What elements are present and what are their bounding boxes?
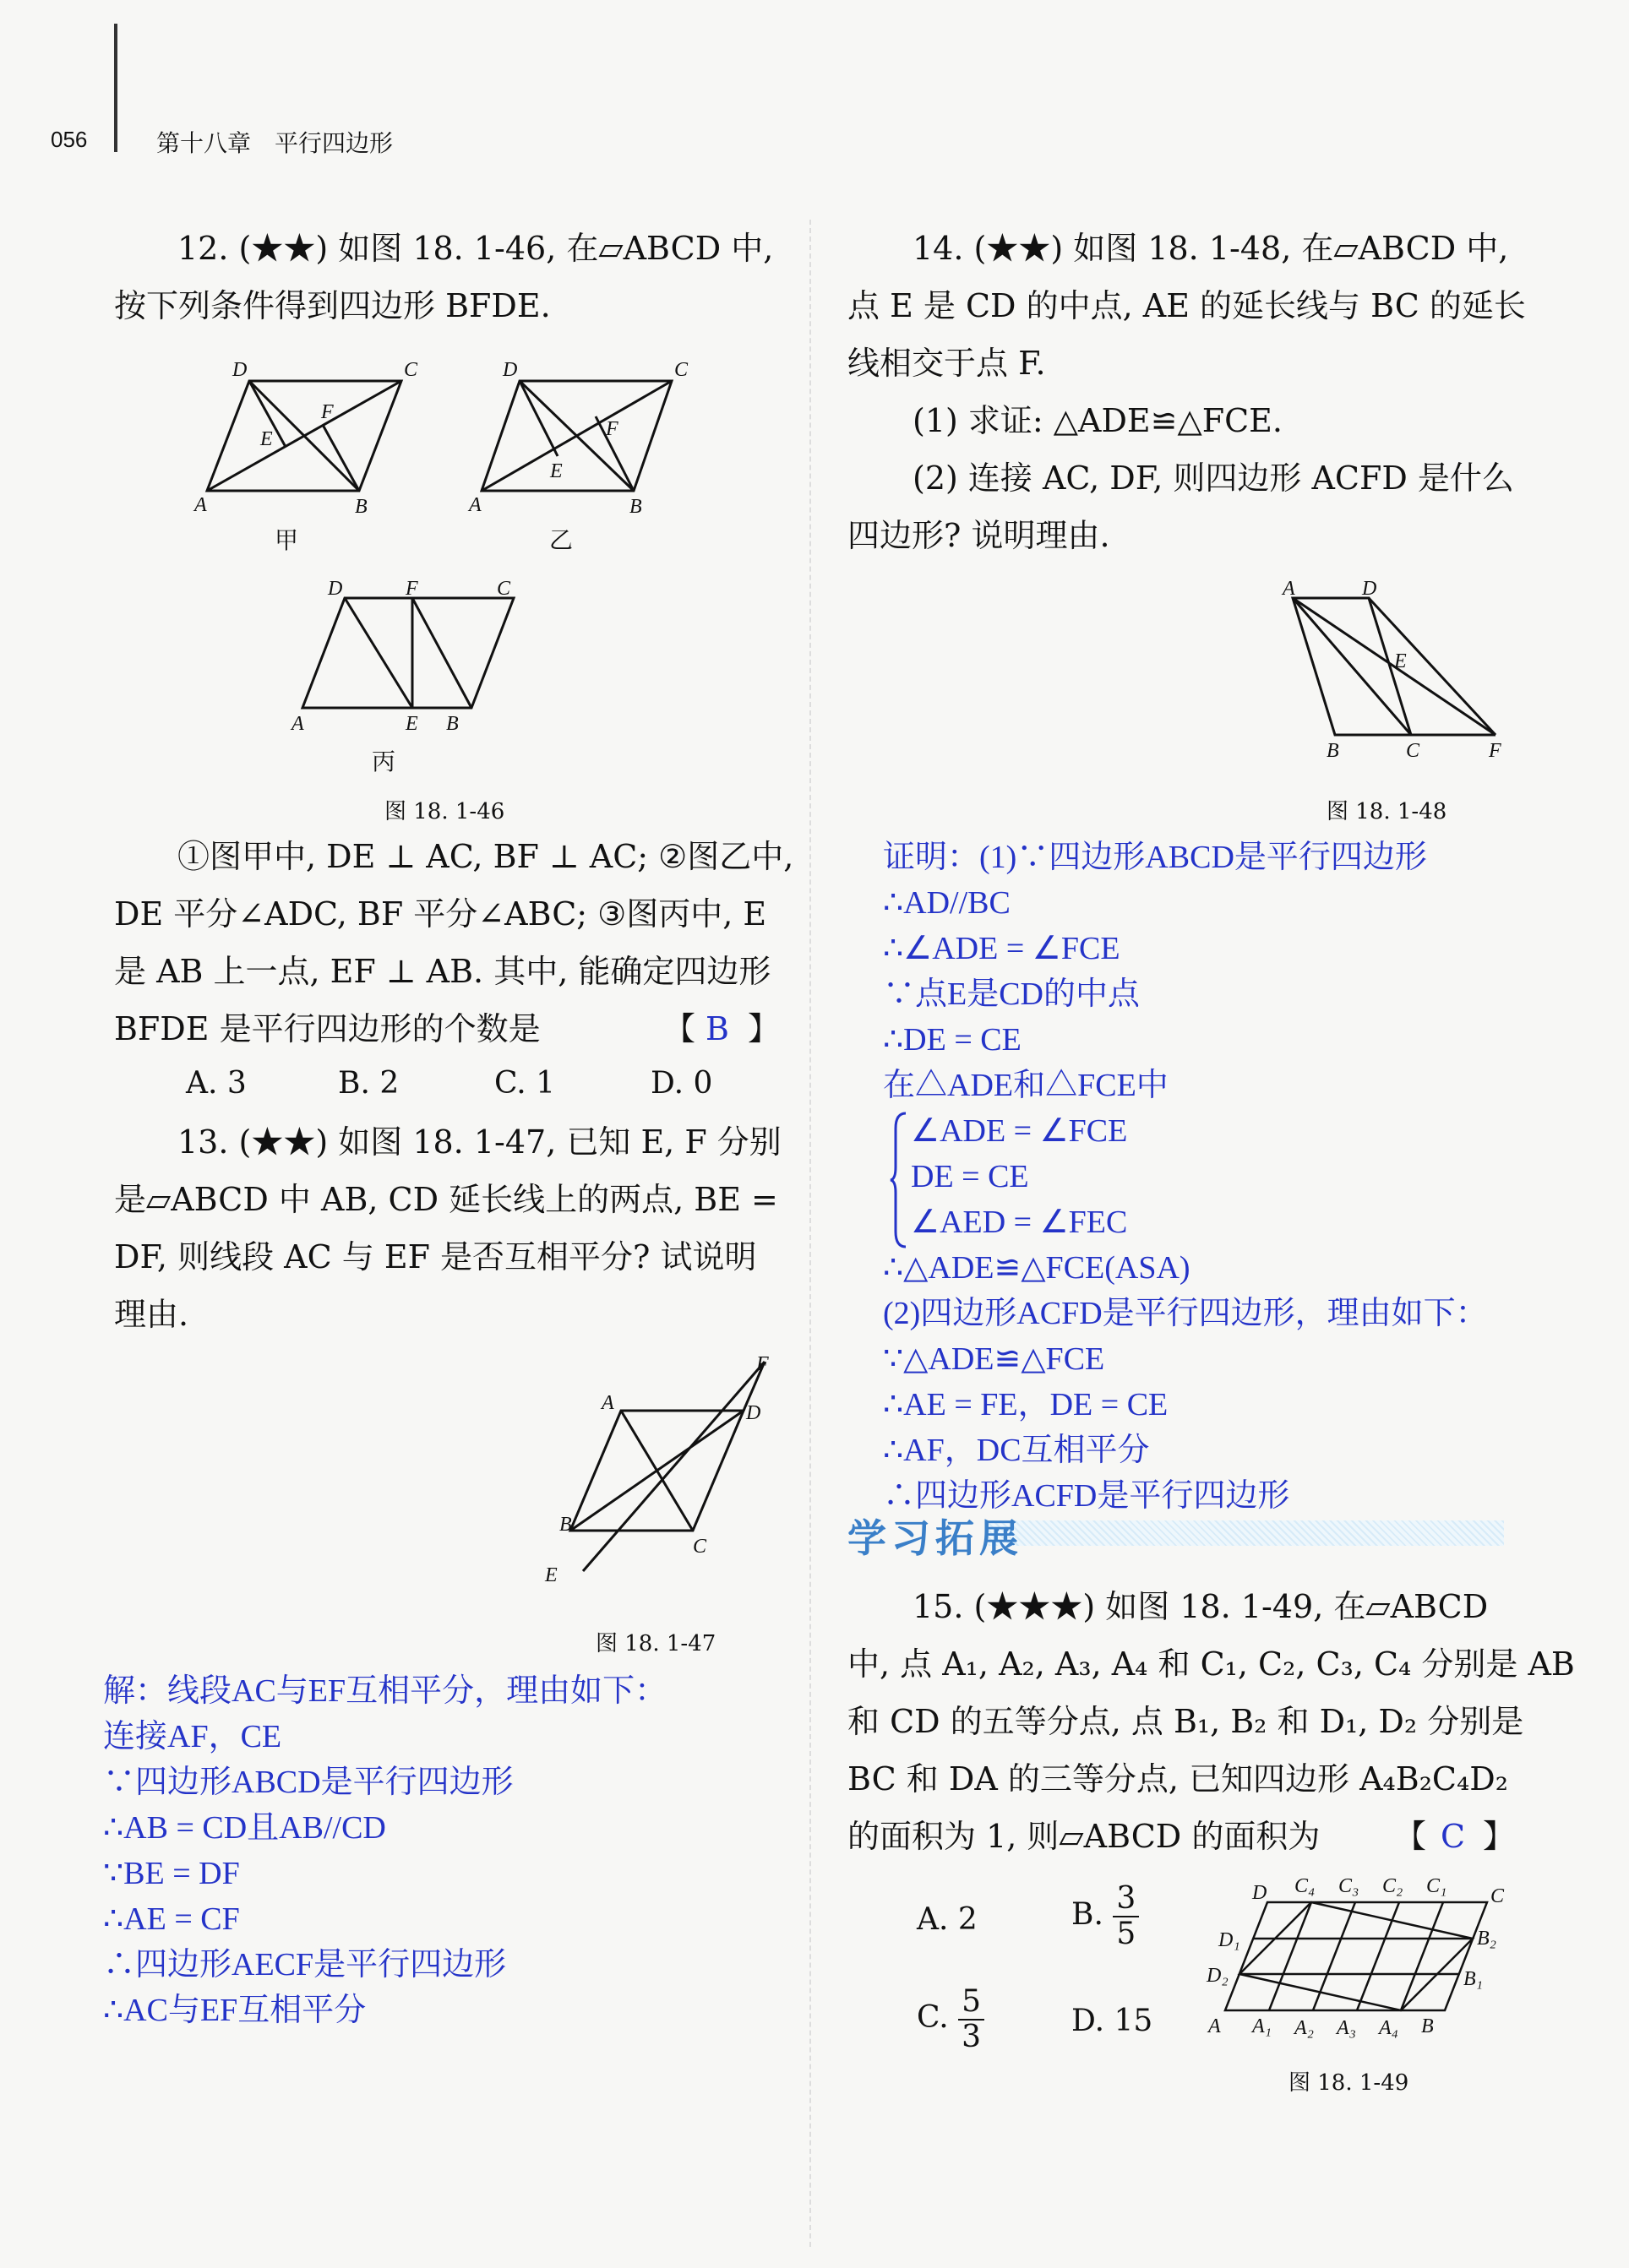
q14-proof-line10: ∴△ADE≌△FCE(ASA): [883, 1250, 1190, 1286]
label-D: D: [328, 578, 343, 600]
label-B: B: [559, 1514, 572, 1536]
label-C3: C₃: [1338, 1875, 1359, 1897]
q15-option-b-denominator: 5: [1116, 1917, 1136, 1951]
label-A3: A₃: [1337, 2017, 1357, 2039]
caption-bing: 丙: [372, 748, 396, 775]
q14-proof-line9: ∠AED = ∠FEC: [911, 1205, 1128, 1240]
label-C: C: [497, 578, 511, 600]
q14-proof-line15: ∴四边形ACFD是平行四边形: [883, 1478, 1290, 1514]
q15-bracket-left: 【: [1394, 1818, 1427, 1855]
figure-18-1-47: [541, 1343, 786, 1605]
q12-body-line4: BFDE 是平行四边形的个数是: [114, 1010, 541, 1047]
q14-stem-line2: 点 E 是 CD 的中点, AE 的延长线与 BC 的延长: [847, 287, 1526, 324]
q13-solution-line3: ∵四边形ABCD是平行四边形: [103, 1765, 514, 1800]
label-B2: B₂: [1477, 1928, 1497, 1950]
label-D: D: [1362, 578, 1377, 600]
q14-stem-line1: 14. (★★) 如图 18. 1-48, 在▱ABCD 中,: [913, 230, 1509, 267]
column-divider: [809, 220, 811, 2247]
chapter-title: 第十八章 平行四边形: [156, 130, 394, 156]
label-A: A: [602, 1392, 614, 1414]
q13-stem-line1: 13. (★★) 如图 18. 1-47, 已知 E, F 分别: [177, 1123, 782, 1161]
label-D: D: [232, 359, 248, 381]
q12-option-b: B. 2: [338, 1066, 400, 1101]
q13-solution-line6: ∴AE = CF: [103, 1901, 240, 1937]
label-E: E: [260, 428, 273, 450]
q15-bracket-right: 】: [1483, 1818, 1516, 1855]
q13-solution-line7: ∴四边形AECF是平行四边形: [103, 1947, 507, 1982]
q15-option-c-label: C.: [917, 2000, 949, 2035]
label-C1: C₁: [1426, 1875, 1447, 1897]
label-A: A: [1283, 578, 1295, 600]
q13-stem-line2: 是▱ABCD 中 AB, CD 延长线上的两点, BE =: [114, 1181, 778, 1218]
figure-caption-18-1-49: 图 18. 1-49: [1288, 2070, 1409, 2096]
figure-caption-18-1-48: 图 18. 1-48: [1327, 799, 1447, 824]
label-B: B: [1421, 2015, 1434, 2037]
q15-answer: C: [1441, 1818, 1466, 1855]
q15-option-b-numerator: 3: [1113, 1882, 1139, 1917]
q14-proof-line11: (2)四边形ACFD是平行四边形，理由如下：: [883, 1296, 1488, 1331]
label-B: B: [629, 496, 642, 518]
q12-body-line2: DE 平分∠ADC, BF 平分∠ABC; ③图丙中, E: [114, 895, 767, 933]
label-C: C: [1406, 740, 1420, 760]
q14-proof-line2: ∴AD//BC: [883, 885, 1011, 921]
q13-solution-line2: 连接AF，CE: [103, 1719, 282, 1754]
caption-yi: 乙: [549, 526, 574, 554]
label-A: A: [194, 494, 207, 516]
q15-stem-line4: BC 和 DA 的三等分点, 已知四边形 A₄B₂C₄D₂: [847, 1760, 1508, 1798]
header-rule: [114, 24, 117, 152]
q15-stem-line1: 15. (★★★) 如图 18. 1-49, 在▱ABCD: [913, 1588, 1489, 1625]
extension-title: 学习拓展: [847, 1516, 1023, 1560]
label-C2: C₂: [1382, 1875, 1403, 1897]
q13-solution-line1: 解：线段AC与EF互相平分，理由如下：: [103, 1673, 667, 1709]
q15-option-c: [917, 1985, 984, 2054]
q15-option-b-label: B.: [1071, 1897, 1103, 1932]
q12-stem-line1: 12. (★★) 如图 18. 1-46, 在▱ABCD 中,: [177, 230, 774, 267]
label-B1: B₁: [1463, 1968, 1484, 1990]
q15-stem-line5: 的面积为 1, 则▱ABCD 的面积为: [847, 1818, 1321, 1855]
q14-part1: (1) 求证: △ADE≌△FCE.: [913, 402, 1283, 439]
q15-option-d: D. 15: [1071, 2004, 1153, 2038]
q13-solution-line5: ∵BE = DF: [103, 1856, 240, 1891]
q12-option-a: A. 3: [186, 1066, 247, 1101]
extension-banner-bar: [989, 1520, 1504, 1546]
q12-bracket-left: 【: [663, 1010, 696, 1047]
q14-proof-line5: ∴DE = CE: [883, 1022, 1022, 1058]
label-C: C: [674, 359, 689, 381]
q13-solution-line4: ∴AB = CD且AB//CD: [103, 1810, 386, 1846]
label-E: E: [545, 1564, 558, 1586]
q12-bracket-right: 】: [748, 1010, 781, 1047]
q15-option-b-fraction: [1113, 1882, 1139, 1951]
figure-18-1-46-bing: [287, 573, 532, 742]
label-A: A: [1208, 2015, 1221, 2037]
q14-part2-line2: 四边形? 说明理由.: [847, 517, 1110, 554]
figure-18-1-46-jia: [186, 351, 431, 553]
page-number: 056: [51, 127, 88, 152]
label-D: D: [746, 1402, 761, 1424]
q14-proof-line4: ∵点E是CD的中点: [883, 976, 1141, 1012]
q12-option-d: D. 0: [651, 1066, 713, 1101]
label-C4: C₄: [1294, 1875, 1316, 1897]
figure-caption-18-1-47: 图 18. 1-47: [596, 1631, 716, 1656]
label-D: D: [1252, 1882, 1267, 1904]
q14-proof-line3: ∴∠ADE = ∠FCE: [883, 931, 1120, 966]
label-C: C: [404, 359, 418, 381]
q15-stem-line2: 中, 点 A₁, A₂, A₃, A₄ 和 C₁, C₂, C₃, C₄ 分别是 AB: [847, 1645, 1575, 1683]
label-C: C: [1490, 1885, 1505, 1907]
q14-proof-line7: ∠ADE = ∠FCE: [911, 1113, 1128, 1149]
label-A1: A₁: [1252, 2015, 1272, 2037]
label-C: C: [693, 1536, 707, 1558]
caption-jia: 甲: [275, 526, 299, 554]
q12-answer: B: [706, 1010, 729, 1047]
proof-brace: [889, 1112, 909, 1248]
q15-option-c-denominator: 3: [962, 2020, 982, 2054]
figure-18-1-49: [1200, 1867, 1512, 2053]
q12-stem-line2: 按下列条件得到四边形 BFDE.: [114, 287, 551, 324]
q15-option-c-numerator: 5: [958, 1985, 984, 2021]
q14-proof-line8: DE = CE: [911, 1159, 1029, 1194]
figure-18-1-48: [1267, 574, 1512, 760]
label-B: B: [1327, 740, 1339, 760]
q13-stem-line4: 理由.: [114, 1296, 189, 1333]
label-D: D: [503, 359, 518, 381]
label-E: E: [406, 713, 418, 735]
q15-option-c-fraction: [958, 1985, 984, 2054]
label-F: F: [321, 401, 334, 423]
label-B: B: [355, 496, 368, 518]
q15-option-b: [1071, 1882, 1139, 1951]
label-F: F: [606, 418, 618, 440]
label-F: F: [756, 1353, 769, 1375]
label-A: A: [291, 713, 304, 735]
q12-body-line3: 是 AB 上一点, EF ⊥ AB. 其中, 能确定四边形: [114, 953, 771, 990]
q13-solution-line8: ∴AC与EF互相平分: [103, 1993, 367, 2028]
figure-caption-18-1-46: 图 18. 1-46: [384, 799, 505, 824]
figure-18-1-46-yi: [460, 351, 706, 553]
label-E: E: [550, 460, 563, 482]
q15-option-a: A. 2: [917, 1902, 978, 1937]
q14-proof-line14: ∴AF，DC互相平分: [883, 1433, 1150, 1468]
label-F: F: [1489, 740, 1501, 760]
q12-option-c: C. 1: [494, 1066, 556, 1101]
q12-body-line1: ①图甲中, DE ⊥ AC, BF ⊥ AC; ②图乙中,: [177, 838, 794, 875]
q14-proof-line6: 在△ADE和△FCE中: [883, 1068, 1169, 1103]
label-F: F: [406, 578, 418, 600]
label-A2: A₂: [1294, 2017, 1315, 2039]
label-D1: D₁: [1218, 1929, 1240, 1951]
label-B: B: [446, 713, 459, 735]
label-A4: A₄: [1379, 2017, 1399, 2039]
q14-proof-line1: 证明：(1)∵四边形ABCD是平行四边形: [883, 840, 1427, 875]
q15-stem-line3: 和 CD 的五等分点, 点 B₁, B₂ 和 D₁, D₂ 分别是: [847, 1703, 1524, 1740]
q14-stem-line3: 线相交于点 F.: [847, 345, 1046, 382]
label-A: A: [469, 494, 482, 516]
q14-proof-line12: ∵△ADE≌△FCE: [883, 1341, 1105, 1377]
q14-proof-line13: ∴AE = FE，DE = CE: [883, 1387, 1169, 1422]
label-D2: D₂: [1207, 1965, 1229, 1987]
q13-stem-line3: DF, 则线段 AC 与 EF 是否互相平分? 试说明: [114, 1238, 757, 1275]
q14-part2-line1: (2) 连接 AC, DF, 则四边形 ACFD 是什么: [913, 460, 1514, 497]
label-E: E: [1394, 650, 1407, 672]
